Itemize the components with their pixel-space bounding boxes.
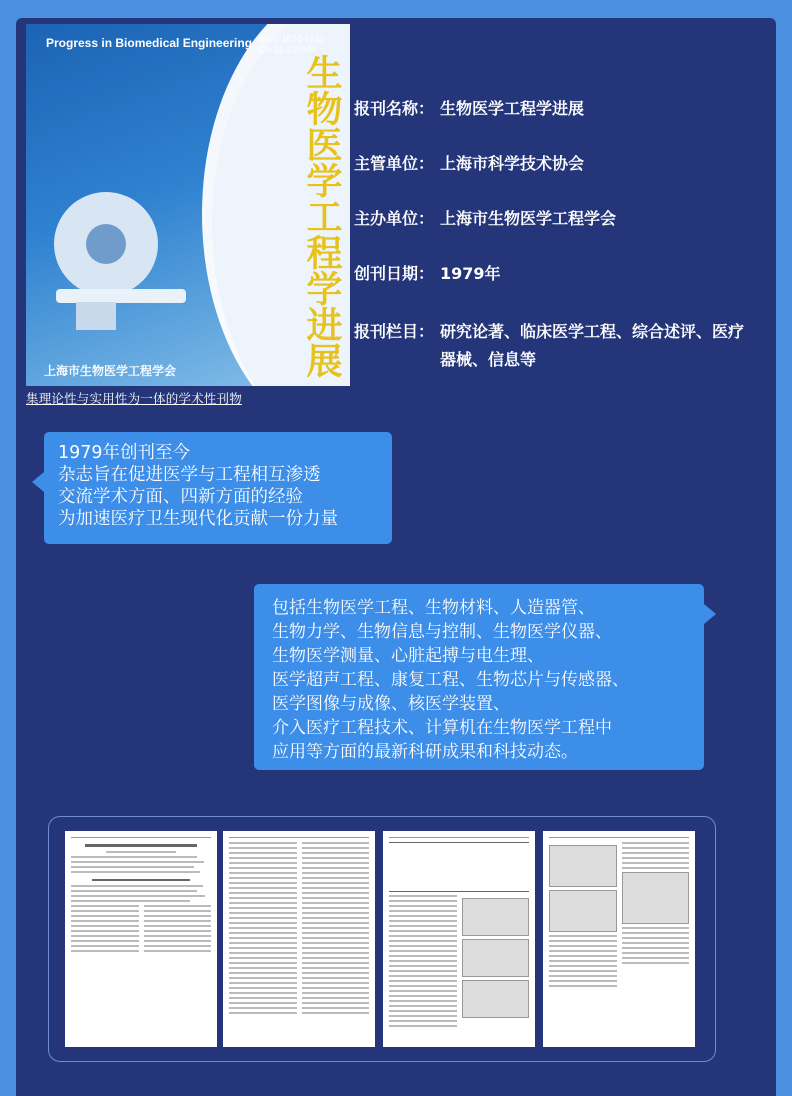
journal-cover — [26, 24, 350, 386]
bubble-line: 医学超声工程、康复工程、生物芯片与传感器、 — [272, 670, 629, 690]
bubble-line: 医学图像与成像、核医学装置、 — [272, 694, 510, 714]
sample-page-3 — [383, 831, 535, 1047]
bubble-line: 1979年创刊至今 — [58, 443, 191, 463]
bubble-line: 为加速医疗卫生现代化贡献一份力量 — [58, 509, 338, 529]
info-columns: 报刊栏目： 研究论著、临床医学工程、综合述评、医疗器械、信息等 — [354, 322, 745, 369]
bubble-line: 生物力学、生物信息与控制、生物医学仪器、 — [272, 622, 612, 642]
cover-english-title: Progress in Biomedical Engineering — [46, 36, 253, 50]
bubble-line: 生物医学测量、心脏起搏与电生理、 — [272, 646, 544, 666]
info-founded: 创刊日期： 1979年 — [354, 264, 501, 283]
journal-info — [354, 98, 754, 407]
sample-page-1 — [65, 831, 217, 1047]
bubble-line: 介入医疗工程技术、计算机在生物医学工程中 — [272, 718, 612, 738]
info-supervisor: 主管单位： 上海市科学技术协会 — [354, 154, 585, 173]
cover-issn — [258, 34, 325, 56]
bubble-line: 包括生物医学工程、生物材料、人造器管、 — [272, 598, 595, 618]
sample-page-4 — [543, 831, 695, 1047]
ct-scanner-image — [36, 184, 186, 334]
info-name: 报刊名称： 生物医学工程学进展 — [354, 99, 585, 118]
bubble-line: 交流学术方面、四新方面的经验 — [58, 487, 303, 507]
sample-page-2 — [223, 831, 375, 1047]
info-sponsor: 主办单位： 上海市生物医学工程学会 — [354, 209, 617, 228]
cover-chinese-title: 生物医学工程学进展 — [301, 54, 343, 378]
bubble-line: 应用等方面的最新科研成果和科技动态。 — [272, 742, 578, 762]
scope-bubble — [254, 584, 704, 770]
bubble-line: 杂志旨在促进医学与工程相互渗透 — [58, 465, 321, 485]
issn-number: ISSN 1674-1242 — [258, 34, 325, 44]
history-bubble — [44, 432, 392, 544]
cover-caption: 集理论性与实用性为一体的学术性刊物 — [26, 391, 242, 406]
cover-publisher: 上海市生物医学工程学会 — [44, 364, 177, 378]
sample-pages — [48, 816, 716, 1062]
cn-number: CN 31-1999/R — [258, 45, 316, 55]
